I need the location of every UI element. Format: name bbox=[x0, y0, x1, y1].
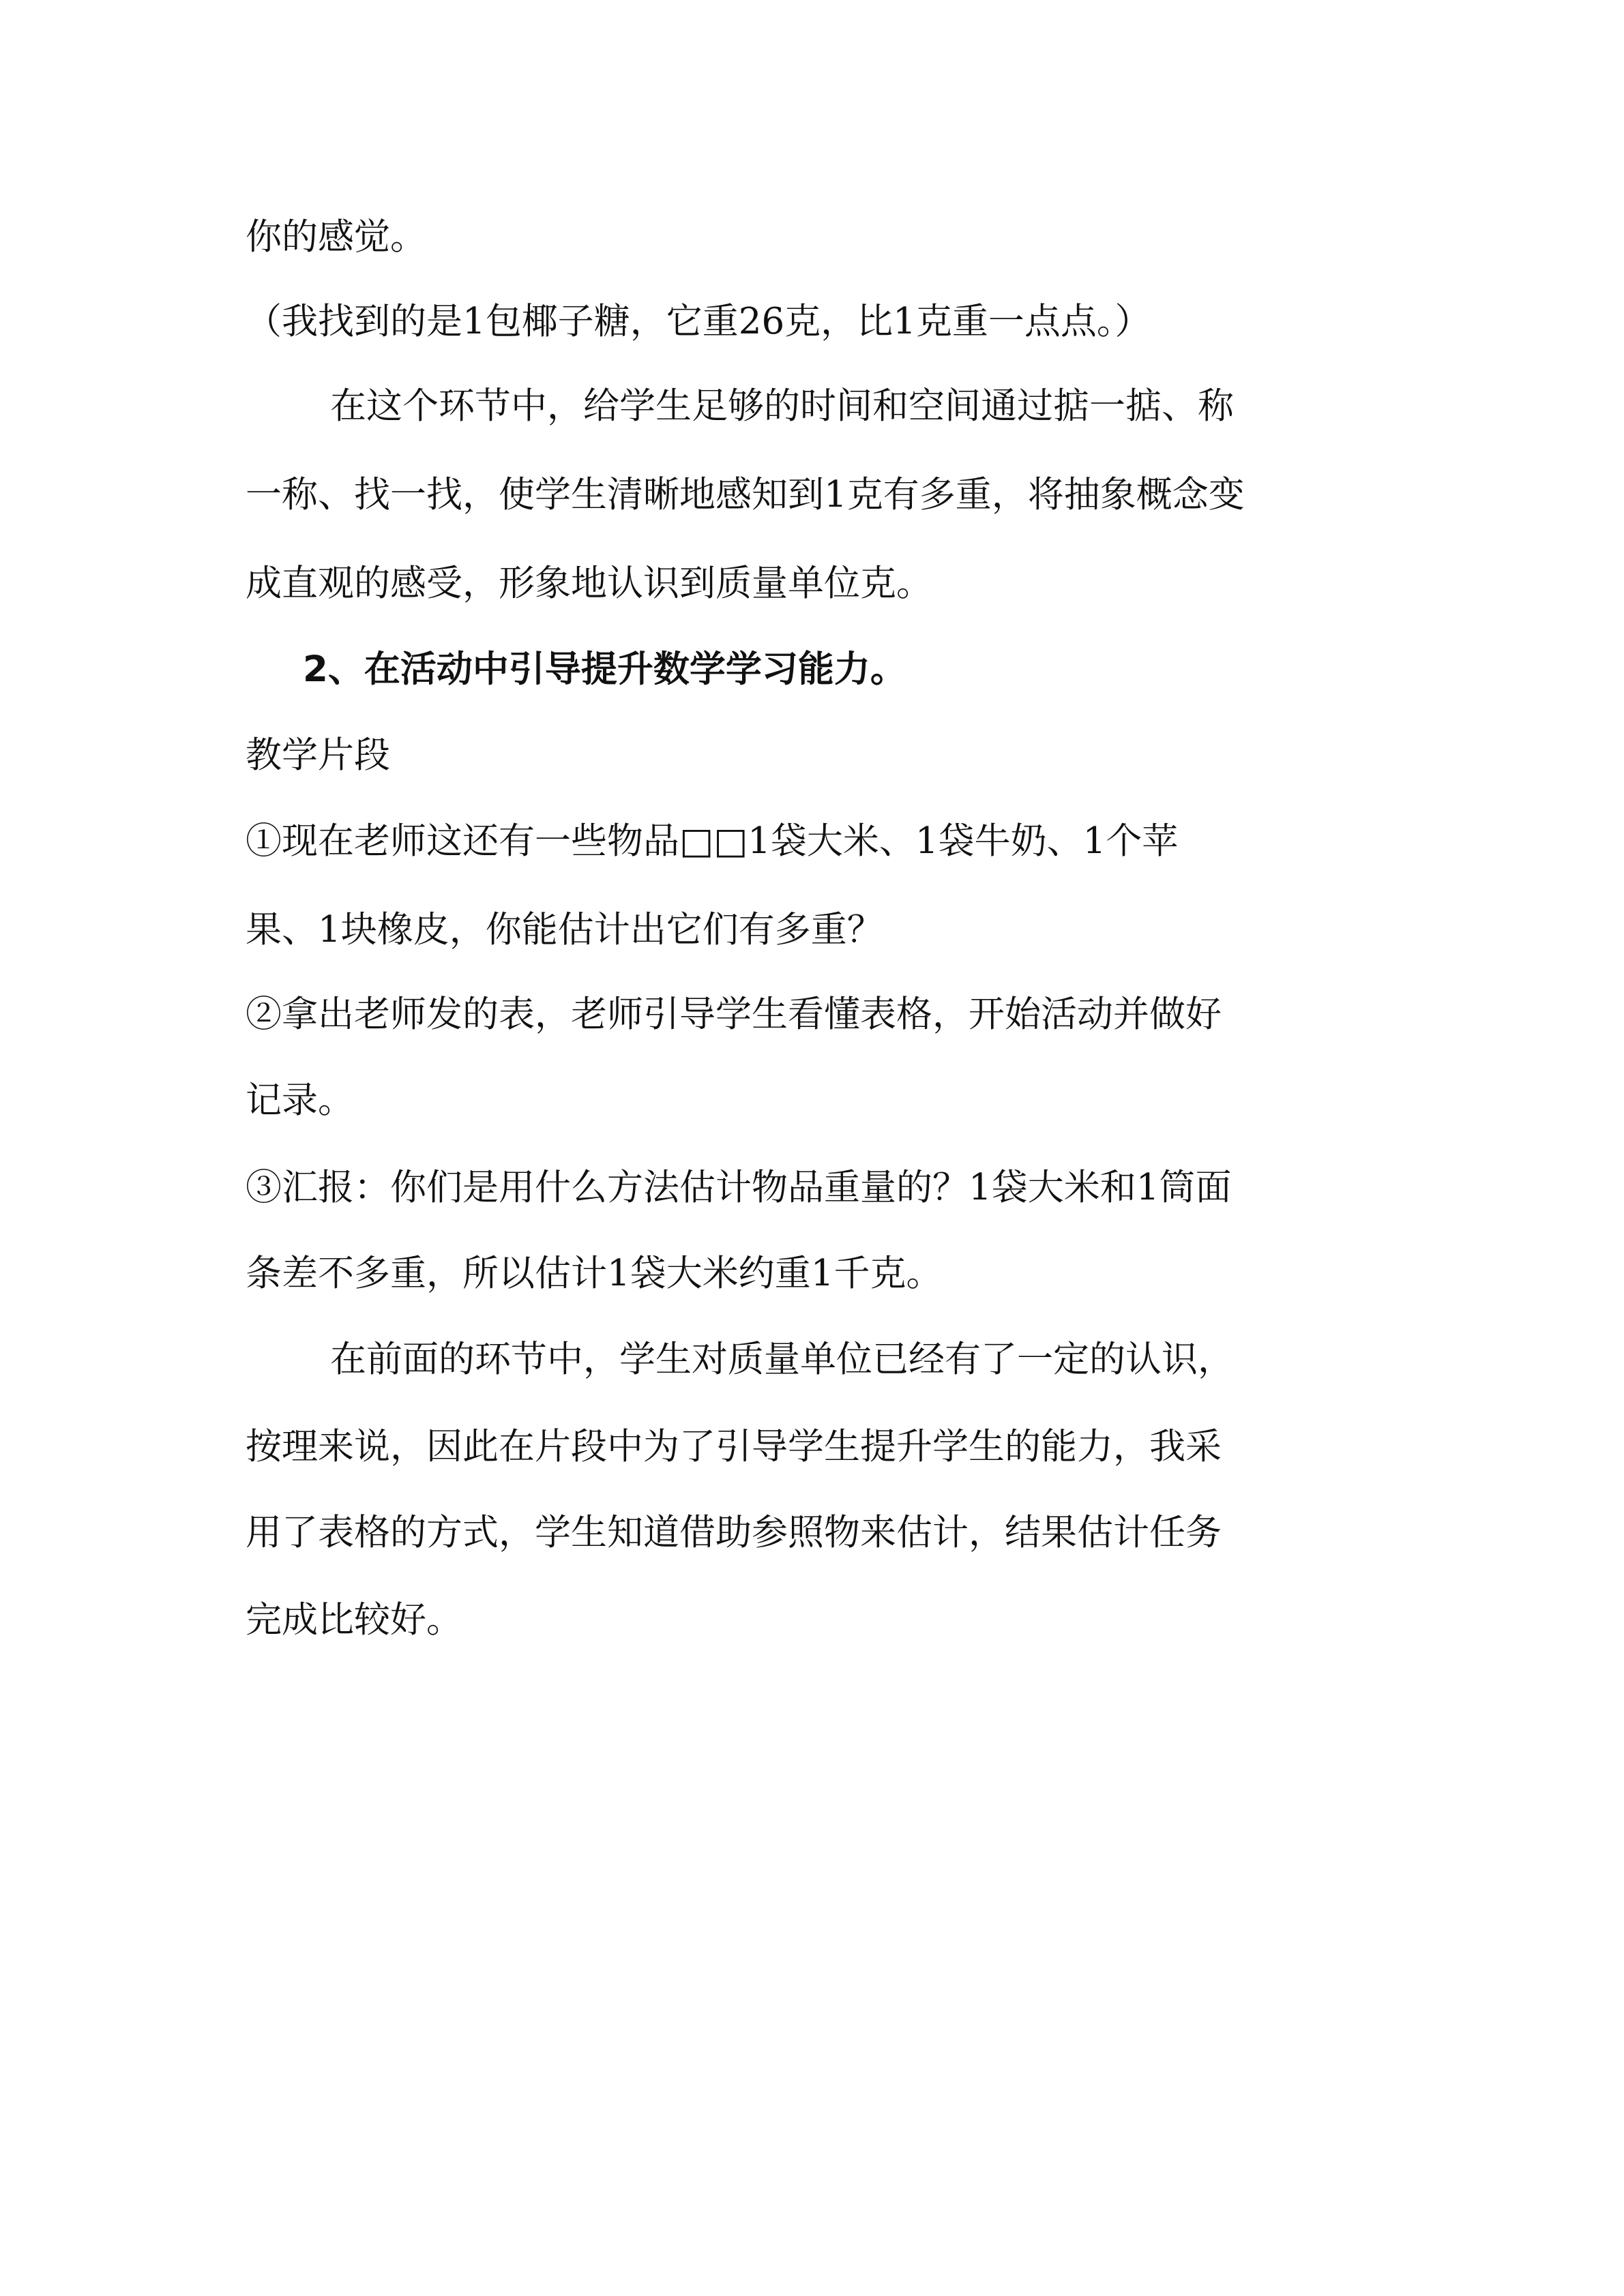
paragraph-line: 条差不多重，所以估计1袋大米约重1千克。 bbox=[246, 1253, 943, 1294]
paragraph-line: 教学片段 bbox=[246, 734, 390, 776]
paragraph-line: 记录。 bbox=[246, 1079, 354, 1121]
section-heading: 2、在活动中引导提升数学学习能力。 bbox=[303, 648, 906, 690]
paragraph-line: 完成比较好。 bbox=[246, 1599, 462, 1641]
paragraph-line: 在前面的环节中，学生对质量单位已经有了一定的认识， bbox=[330, 1339, 1234, 1380]
paragraph-line: 成直观的感受，形象地认识到质量单位克。 bbox=[246, 563, 932, 604]
paragraph-line: ①现在老师这还有一些物品□□1袋大米、1袋牛奶、1个苹 bbox=[246, 820, 1179, 862]
paragraph-line: 一称、找一找，使学生清晰地感知到1克有多重，将抽象概念变 bbox=[246, 474, 1245, 516]
paragraph-line: 你的感觉。 bbox=[246, 216, 426, 258]
paragraph-line: 果、1块橡皮，你能估计出它们有多重？ bbox=[246, 909, 883, 951]
paragraph-line: ③汇报：你们是用什么方法估计物品重量的？1袋大米和1筒面 bbox=[246, 1167, 1232, 1208]
paragraph-line: ②拿出老师发的表，老师引导学生看懂表格，开始活动并做好 bbox=[246, 994, 1222, 1035]
paragraph-line: 用了表格的方式，学生知道借助参照物来估计，结果估计任务 bbox=[246, 1512, 1222, 1553]
paragraph-line: 按理来说，因此在片段中为了引导学生提升学生的能力，我采 bbox=[246, 1426, 1222, 1467]
paragraph-line: （我找到的是1包椰子糖，它重26克，比1克重一点点。） bbox=[246, 301, 1151, 342]
paragraph-line: 在这个环节中，给学生足够的时间和空间通过掂一掂、称 bbox=[330, 385, 1234, 427]
